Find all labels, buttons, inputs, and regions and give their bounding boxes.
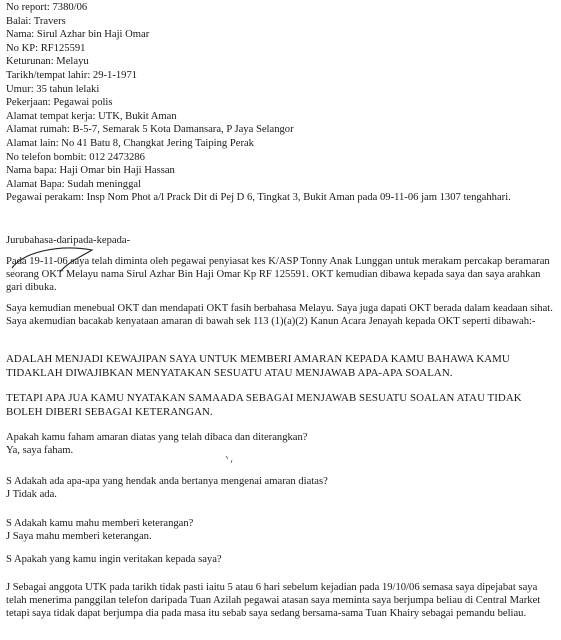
paragraph-intro: Pada 19-11-06 saya telah diminta oleh pegawai penyiasat kes K/ASP Tonny Anak Lunggan untuk merakam percakap beramaran seorang OKT Melayu nama Sirul Azhar Bin Haji Omar Kp RF 125591. OKT kemudian dibawa kepada saya dan saya arahkan gari dibuka. (6, 256, 550, 294)
caution-statement-1: ADALAH MENJADI KEWAJIPAN SAYA UNTUK MEMBERI AMARAN KEPADA KAMU BAHAWA KAMU TIDAKLAH DIWAJIBKAN MENYATAKAN SESUATU ATAU MENJAWAB APA-APA SOALAN. (6, 353, 510, 380)
recording-officer: Pegawai perakam: Insp Nom Phot a/l Prack Dit di Pej D 6, Tingkat 3, Bukit Aman pada 09-11-06 jam 1307 tengahhari. (6, 192, 511, 204)
id-number: No KP: RF125591 (6, 42, 86, 54)
work-address: Alamat tempat kerja: UTK, Bukit Aman (6, 110, 177, 122)
record-header (6, 1, 511, 205)
question-1: Apakah kamu faham amaran diatas yang telah dibaca dan diterangkan? Ya, saya faham. (6, 431, 555, 457)
other-address: Alamat lain: No 41 Batu 8, Changkat Jering Taiping Perak (6, 137, 254, 149)
question-3: S Adakah kamu mahu memberi keterangan? J Saya mahu memberi keterangan. (6, 517, 555, 543)
race-field: Keturunan: Melayu (6, 56, 89, 68)
home-address: Alamat rumah: B-5-7, Semarak 5 Kota Damansara, P Jaya Selangor (6, 124, 294, 136)
name-field: Nama: Sirul Azhar bin Haji Omar (6, 29, 150, 41)
answer-2: J Tidak ada. (6, 489, 57, 501)
phone-number: No telefon bombit: 012 2473286 (6, 151, 145, 163)
father-name: Nama bapa: Haji Omar bin Haji Hassan (6, 165, 175, 177)
age-field: Umur: 35 tahun lelaki (6, 83, 100, 95)
answer-1: Ya, saya faham. (6, 445, 74, 457)
question-4: S Apakah yang kamu ingin veritakan kepada saya? (6, 554, 222, 565)
occupation-field: Pekerjaan: Pegawai polis (6, 97, 113, 109)
answer-4: J Sebagai anggota UTK pada tarikh tidak pasti iaitu 5 atau 6 hari sebelum kejadian pada 19/10/06 semasa saya dipejabat saya telah menerima panggilan telefon daripada Tuan Azilah pegawai atasan saya meminta saya berjumpa beliau di Central Market tetapi saya tidak dapat berjumpa dia pada masa itu sebab saya sedang bersama-sama Tuan Khairy sebagai pemandu beliau. (6, 582, 541, 620)
father-address: Alamat Bapa: Sudah meninggal (6, 178, 142, 190)
paragraph-caution-reading: Saya kemudian menebual OKT dan mendapati OKT fasih berbahasa Melayu. Saya juga dapati OKT berada dalam keadaan sihat. Saya akemudian bacakab kenyataan amaran di bawah sek 113 (1)(a)(2) Kanun Acara Jenayah kepada OKT seperti dibawah:- (6, 303, 553, 328)
answer-3: J Saya mahu memberi keterangan. (6, 531, 152, 543)
report-number: No report: 7380/06 (6, 2, 88, 13)
caution-statement-2: TETAPI APA JUA KAMU NYATAKAN SAMAADA SEBAGAI MENJAWAB SESUATU SOALAN ATAU TIDAK BOLEH DIBERI SEBAGAI KETERANGAN. (6, 392, 522, 419)
police-station: Balai: Travers (6, 15, 66, 27)
interpreter-line: Jurubahasa-daripada-kepada- (6, 235, 131, 246)
birth-date-place: Tarikh/tempat lahir: 29-1-1971 (6, 69, 138, 81)
question-2: S Adakah ada apa-apa yang hendak anda bertanya mengenai amaran diatas? J Tidak ada. (6, 475, 555, 501)
